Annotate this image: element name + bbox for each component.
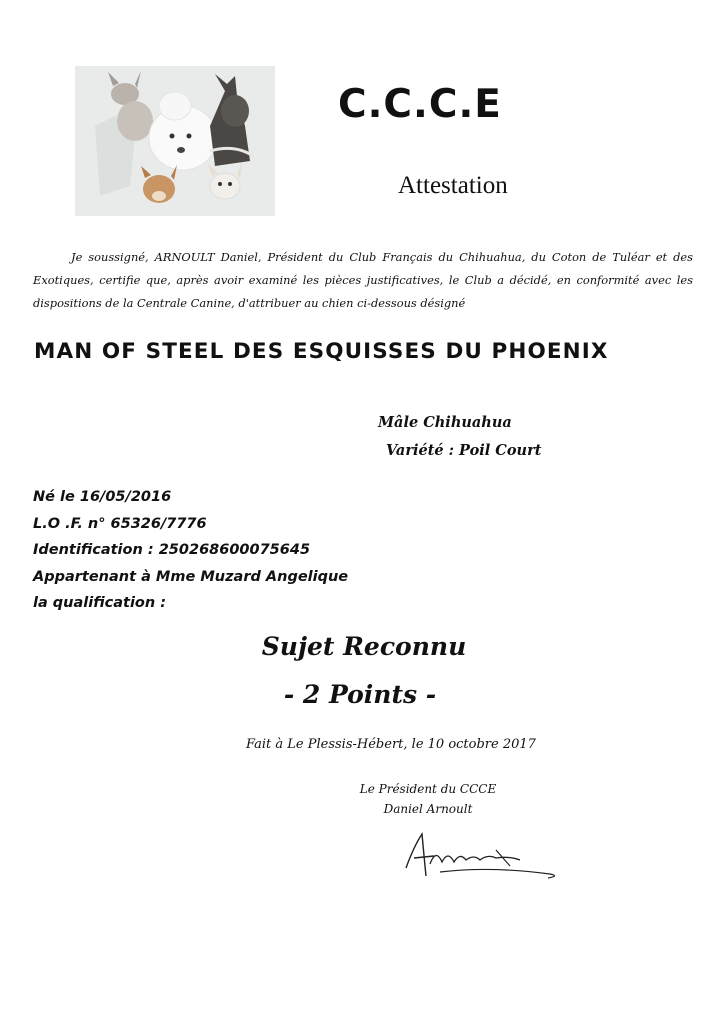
dog-details (33, 484, 348, 617)
signer-name: Daniel Arnoult (383, 802, 473, 816)
dog-name: MAN OF STEEL DES ESQUISSES DU PHOENIX (34, 339, 609, 364)
certification-statement: Je soussigné, ARNOULT Daniel, Président du Club Français du Chihuahua, du Coton de Tuléar et des Exotiques, certifie que, après avoir examiné les pièces justificatives, le Club a décidé, en conformité avec les dispositions de la Centrale Canine, d'attribuer au chien ci-dessous désigné (33, 250, 693, 310)
owner: Appartenant à Mme Muzard Angelique (33, 568, 349, 585)
signer-title: Le Président du CCCE (359, 782, 497, 796)
place-and-date: Fait à Le Plessis-Hébert, le 10 octobre 2017 (246, 737, 536, 752)
organization-acronym: C.C.C.E (338, 82, 502, 127)
qualification-value: Sujet Reconnu (261, 632, 467, 661)
identification-number: Identification : 250268600075645 (33, 542, 311, 558)
dogs-illustration (75, 66, 275, 216)
coat-variety: Variété : Poil Court (386, 442, 542, 459)
club-logo-illustration (75, 66, 275, 216)
points-awarded: - 2 Points - (283, 680, 437, 709)
birth-date: Né le 16/05/2016 (33, 489, 172, 505)
qualification-label: la qualification : (33, 595, 167, 611)
sex-breed: Mâle Chihuahua (378, 414, 512, 431)
lof-number: L.O .F. n° 65326/7776 (33, 515, 207, 532)
handwritten-signature (400, 826, 570, 886)
document-title: Attestation (398, 172, 508, 199)
